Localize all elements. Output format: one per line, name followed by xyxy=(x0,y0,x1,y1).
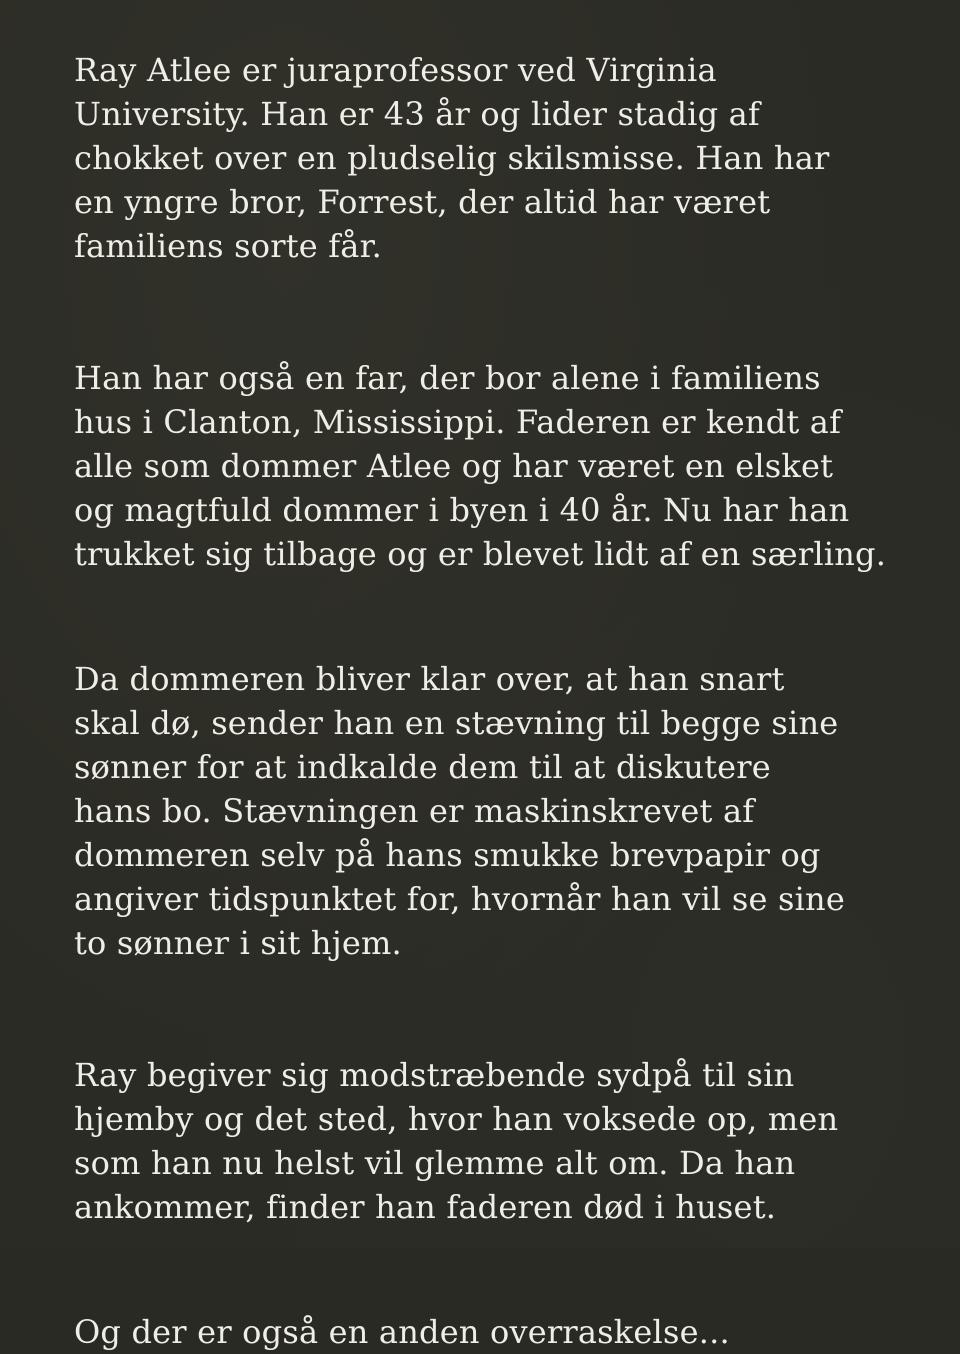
text-line: en yngre bror, Forrest, der altid har været xyxy=(74,183,771,221)
paragraph-4 xyxy=(74,1053,924,1229)
text-line: familiens sorte får. xyxy=(74,227,382,265)
closing-line: Og der er også en anden overraskelse... xyxy=(74,1313,730,1351)
paragraph-spacer xyxy=(74,576,924,657)
paragraph-spacer xyxy=(74,965,924,1053)
text-line: Ray Atlee er juraprofessor ved Virginia xyxy=(74,51,717,89)
paragraph-3 xyxy=(74,657,924,965)
text-line: hus i Clanton, Mississippi. Faderen er kendt af xyxy=(74,403,842,441)
text-line: trukket sig tilbage og er blevet lidt af en særling. xyxy=(74,535,887,573)
blurb-text xyxy=(74,48,924,1354)
paragraph-spacer xyxy=(74,268,924,356)
text-line: Han har også en far, der bor alene i familiens xyxy=(74,359,821,397)
paragraph-1 xyxy=(74,48,924,268)
text-line: angiver tidspunktet for, hvornår han vil se sine xyxy=(74,880,845,918)
text-line: sønner for at indkalde dem til at diskutere xyxy=(74,748,771,786)
text-line: to sønner i sit hjem. xyxy=(74,924,402,962)
paragraph-5 xyxy=(74,1310,924,1354)
text-line: dommeren selv på hans smukke brevpapir og xyxy=(74,836,821,874)
text-line: som han nu helst vil glemme alt om. Da han xyxy=(74,1144,796,1182)
text-line: Ray begiver sig modstræbende sydpå til sin xyxy=(74,1056,795,1094)
text-line: University. Han er 43 år og lider stadig af xyxy=(74,95,760,133)
text-line: hjemby og det sted, hvor han voksede op, men xyxy=(74,1100,839,1138)
text-line: skal dø, sender han en stævning til begge sine xyxy=(74,704,839,742)
text-line: alle som dommer Atlee og har været en elsket xyxy=(74,447,834,485)
text-line: ankommer, finder han faderen død i huset. xyxy=(74,1188,777,1226)
text-line: og magtfuld dommer i byen i 40 år. Nu har han xyxy=(74,491,850,529)
text-line: hans bo. Stævningen er maskinskrevet af xyxy=(74,792,755,830)
text-line: Da dommeren bliver klar over, at han snart xyxy=(74,660,785,698)
text-line: chokket over en pludselig skilsmisse. Han har xyxy=(74,139,830,177)
paragraph-2 xyxy=(74,356,924,576)
paragraph-spacer xyxy=(74,1229,924,1310)
